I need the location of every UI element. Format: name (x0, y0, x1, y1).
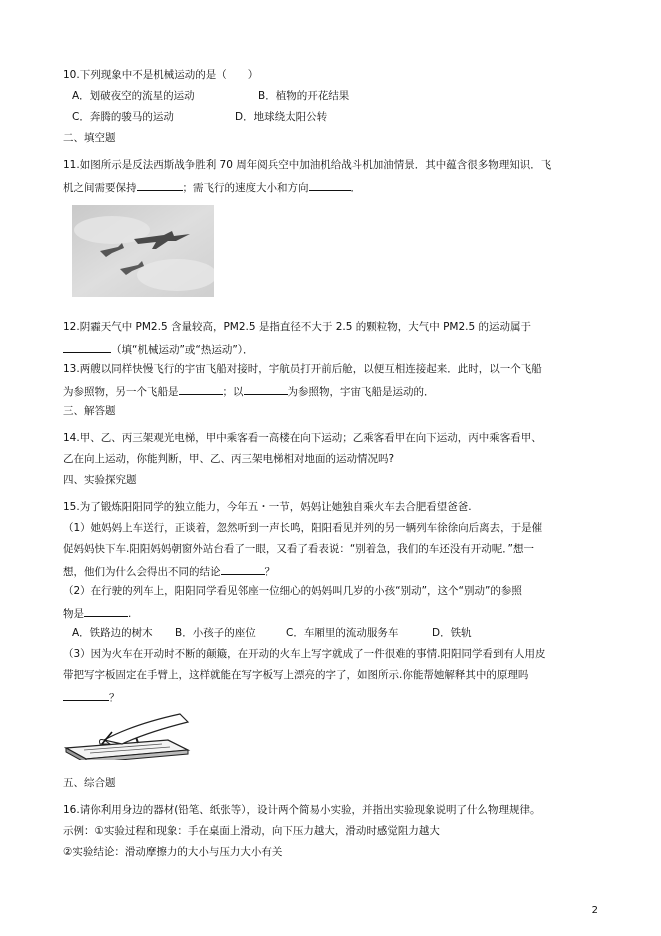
q15-p2-period: . (128, 608, 132, 620)
q15-p2-option-a: A．铁路边的树木 (72, 627, 153, 639)
q15-p2-option-b: B．小孩子的座位 (175, 627, 256, 639)
q15-p1-text: 想，他们为什么会得出不同的结论 (63, 566, 221, 578)
q11-line1: 11.如图所示是反法西斯战争胜利 70 周年阅兵空中加油机给战斗机加油情景．其中蕴含很多物理知识．飞 (63, 159, 552, 171)
q15-p2-line1: （2）在行驶的列车上，阳阳同学看见邻座一位细心的妈妈叫几岁的小孩“别动”，这个“别动”的参照 (63, 585, 522, 597)
q13-blank-1 (179, 383, 223, 395)
q10-stem: 10.下列现象中不是机械运动的是（ ） (63, 69, 259, 81)
q15-p3-line3 (63, 689, 120, 705)
q15-p1-line1: （1）她妈妈上车送行，正谈着，忽然听到一声长鸣，阳阳看见并列的另一辆列车徐徐向后离去，于是催 (63, 522, 543, 534)
q10-option-d: D．地球绕太阳公转 (235, 111, 328, 123)
arm-icon (104, 714, 188, 744)
section-heading-comprehensive: 五、综合题 (63, 777, 116, 789)
q16-line2: 示例：①实验过程和现象：手在桌面上滑动，向下压力越大，滑动时感觉阻力越大 (63, 825, 440, 837)
writing-board-illustration (64, 710, 194, 760)
q13-blank-2 (244, 383, 288, 395)
q15-p2-text: 物是 (63, 608, 84, 620)
q13-line1: 13.两艘以同样快慢飞行的宇宙飞船对接时，宇航员打开前后舱，以便互相连接起来．此时，以一个飞船 (63, 363, 542, 375)
q14-line1: 14.甲、乙、丙三架观光电梯，甲中乘客看一高楼在向下运动；乙乘客看甲在向下运动，丙中乘客看甲、 (63, 432, 542, 444)
q11-text-c: ． (350, 182, 361, 194)
q11-text-b: ；需飞行的速度大小和方向 (182, 182, 309, 194)
q10-option-a: A．划破夜空的流星的运动 (72, 90, 195, 102)
q15-p1-line2: 促妈妈快下车.阳阳妈妈朝窗外站台看了一眼，又看了看表说：“别着急，我们的车还没有开动呢．”想一 (63, 543, 534, 555)
q15-p3-line2: 带把写字板固定在手臂上，这样就能在写字板写上漂亮的字了，如图所示.你能帮她解释其中的原理吗 (63, 669, 529, 681)
aircraft-refueling-photo (72, 205, 214, 297)
q10-option-c: C．奔腾的骏马的运动 (72, 111, 174, 123)
section-heading-fill-in: 二、填空题 (63, 132, 116, 144)
q13-text-c: 为参照物，宇宙飞船是运动的． (287, 386, 435, 398)
q15-p1-line3 (63, 563, 275, 579)
section-heading-answer: 三、解答题 (63, 405, 116, 417)
q15-p2-line2 (63, 605, 131, 621)
q10-option-b: B．植物的开花结果 (258, 90, 350, 102)
q16-line3: ②实验结论：滑动摩擦力的大小与压力大小有关 (63, 846, 283, 858)
section-heading-experiment: 四、实验探究题 (63, 474, 137, 486)
q12-blank (63, 341, 111, 353)
q15-p1-qmark: ？ (264, 566, 275, 578)
q15-intro: 15.为了锻炼阳阳同学的独立能力，今年五・一节，妈妈让她独自乘火车去合肥看望爸爸. (63, 501, 472, 513)
q15-p3-qmark: ？ (109, 692, 120, 704)
q13-line2 (63, 383, 435, 399)
q12-line1: 12.阴霾天气中 PM2.5 含量较高，PM2.5 是指直径不大于 2.5 的颗粒物，大气中 PM2.5 的运动属于 (63, 321, 532, 333)
q12-text: （填“机械运动”或“热运动”）． (111, 344, 254, 356)
q11-text-a: 机之间需要保持 (63, 182, 137, 194)
q11-line2 (63, 179, 361, 195)
q13-text-a: 为参照物，另一个飞船是 (63, 386, 179, 398)
q15-p3-line1: （3）因为火车在开动时不断的颠簸，在开动的火车上写字就成了一件很难的事情.阳阳同学看到有人用皮 (63, 648, 546, 660)
page-number: 2 (591, 905, 598, 916)
q15-p2-blank (84, 605, 128, 617)
q13-text-b: ；以 (222, 386, 244, 398)
q16-line1: 16.请你利用身边的器材(铅笔、纸张等），设计两个简易小实验，并指出实验现象说明了什么物理规律。 (63, 804, 541, 816)
q12-line2 (63, 341, 254, 357)
q15-p2-option-d: D．铁轨 (432, 627, 472, 639)
q14-line2: 乙在向上运动，你能判断，甲、乙、丙三架电梯相对地面的运动情况吗? (63, 453, 395, 465)
q15-p2-option-c: C．车厢里的流动服务车 (286, 627, 399, 639)
q15-p1-blank (221, 563, 265, 575)
q11-blank-2 (309, 179, 351, 191)
q11-blank-1 (137, 179, 183, 191)
q15-p3-blank (63, 689, 109, 701)
